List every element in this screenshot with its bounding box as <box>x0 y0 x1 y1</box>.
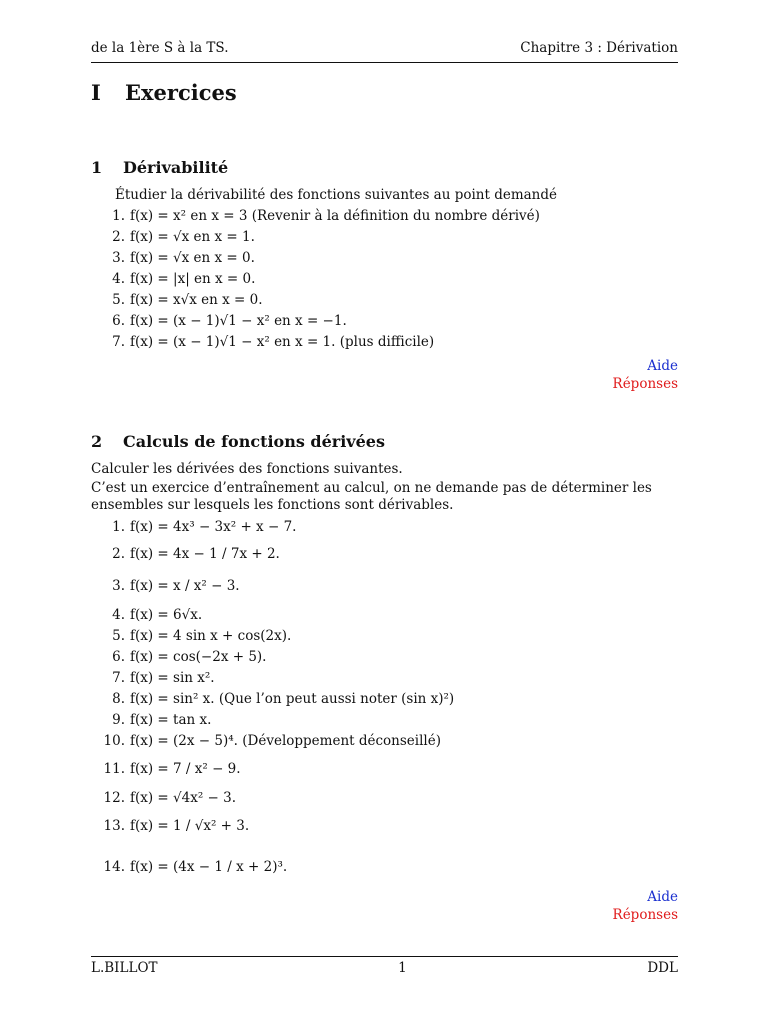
section-1-links <box>613 357 678 393</box>
list-item: 7. f(x) = (x − 1)√1 − x² en x = 1. (plus difficile) <box>112 334 435 350</box>
header-left: de la 1ère S à la TS. <box>91 40 229 56</box>
section-2-intro-2: C’est un exercice d’entraînement au calcul, on ne demande pas de déterminer les ensembles sur lesquels les fonctions sont dérivables. <box>91 480 652 513</box>
list-item: 2. f(x) = √x en x = 1. <box>112 229 255 245</box>
aide-link[interactable]: Aide <box>647 358 678 374</box>
section-1-intro: Étudier la dérivabilité des fonctions suivantes au point demandé <box>115 187 557 203</box>
header-rule <box>91 62 678 63</box>
section-2-links <box>613 888 678 924</box>
section-2-intro-1: Calculer les dérivées des fonctions suivantes. <box>91 461 403 477</box>
list-item: 11. f(x) = 7 / x² − 9. <box>103 761 241 777</box>
list-item: 4. f(x) = 6√x. <box>112 607 203 623</box>
chapter-title: Exercices <box>125 80 237 105</box>
list-item: 7. f(x) = sin x². <box>112 670 215 686</box>
aide-link[interactable]: Aide <box>647 889 678 905</box>
list-item: 14. f(x) = (4x − 1 / x + 2)³. <box>103 859 288 875</box>
list-item: 13. f(x) = 1 / √x² + 3. <box>103 818 250 834</box>
section-2-heading <box>91 432 385 451</box>
list-item: 6. f(x) = cos(−2x + 5). <box>112 649 267 665</box>
list-item: 2. f(x) = 4x − 1 / 7x + 2. <box>112 546 280 562</box>
list-item: 8. f(x) = sin² x. (Que l’on peut aussi noter (sin x)²) <box>112 691 455 707</box>
chapter-heading <box>91 80 237 105</box>
reponses-link[interactable]: Réponses <box>612 907 678 923</box>
section-2-number: 2 <box>91 432 103 451</box>
header-right: Chapitre 3 : Dérivation <box>520 40 678 56</box>
list-item: 3. f(x) = x / x² − 3. <box>112 578 240 594</box>
chapter-number: I <box>91 80 101 105</box>
list-item: 3. f(x) = √x en x = 0. <box>112 250 255 266</box>
section-2-title: Calculs de fonctions dérivées <box>123 432 385 451</box>
page-number: 1 <box>398 960 407 976</box>
section-1-heading <box>91 158 228 177</box>
footer-rule <box>91 956 678 957</box>
footer-right: DDL <box>647 960 678 976</box>
running-footer <box>91 960 678 980</box>
list-item: 12. f(x) = √4x² − 3. <box>103 790 237 806</box>
list-item: 1. f(x) = 4x³ − 3x² + x − 7. <box>112 519 297 535</box>
list-item: 10. f(x) = (2x − 5)⁴. (Développement déconseillé) <box>103 733 442 749</box>
reponses-link[interactable]: Réponses <box>612 376 678 392</box>
list-item: 1. f(x) = x² en x = 3 (Revenir à la définition du nombre dérivé) <box>112 208 540 224</box>
list-item: 4. f(x) = |x| en x = 0. <box>112 271 256 287</box>
list-item: 5. f(x) = x√x en x = 0. <box>112 292 263 308</box>
list-item: 9. f(x) = tan x. <box>112 712 212 728</box>
section-1-title: Dérivabilité <box>123 158 229 177</box>
section-1-number: 1 <box>91 158 103 177</box>
list-item: 6. f(x) = (x − 1)√1 − x² en x = −1. <box>112 313 347 329</box>
list-item: 5. f(x) = 4 sin x + cos(2x). <box>112 628 292 644</box>
running-header <box>91 40 678 60</box>
footer-author: L.BILLOT <box>91 960 158 976</box>
